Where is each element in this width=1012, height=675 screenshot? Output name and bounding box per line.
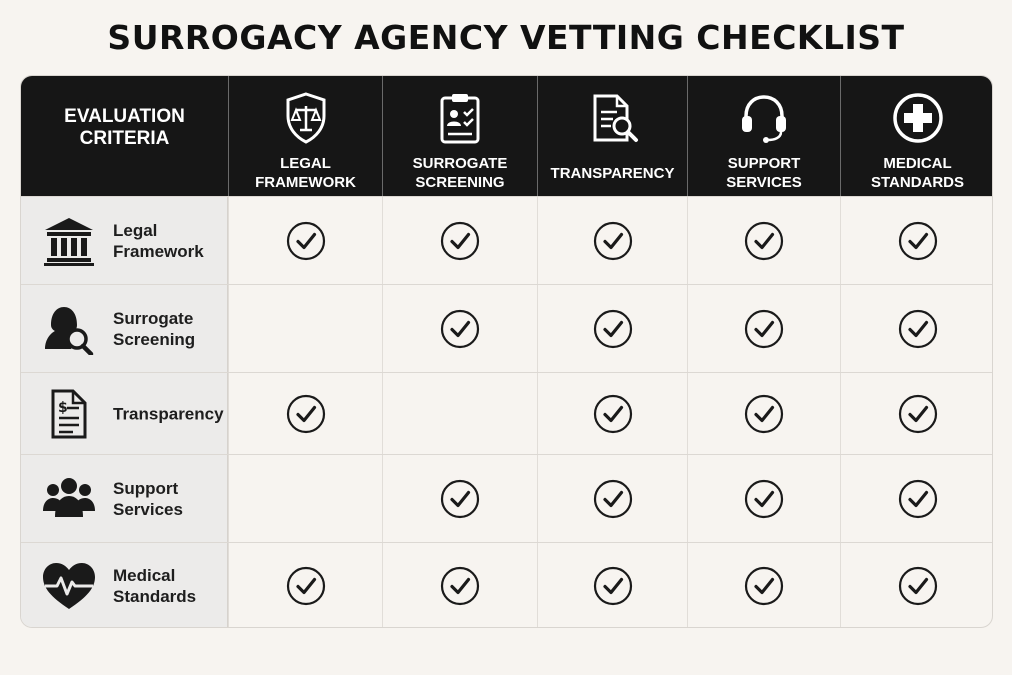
checkmark-icon — [440, 479, 480, 519]
checkmark-icon — [286, 566, 326, 606]
column-header-label: LEGAL FRAMEWORK — [255, 155, 356, 191]
heart-pulse-icon — [41, 560, 97, 612]
check-cell — [687, 285, 840, 372]
row-header-surrogate-screening — [21, 285, 228, 372]
checkmark-icon — [744, 566, 784, 606]
column-header-label: SURROGATE SCREENING — [412, 155, 508, 191]
row-header-support-services — [21, 455, 228, 542]
checkmark-icon — [440, 309, 480, 349]
checkmark-icon — [593, 566, 633, 606]
scales-shield-icon — [278, 90, 334, 146]
row-label: Medical Standards — [113, 566, 197, 606]
check-cell — [687, 197, 840, 284]
dollar-document-icon — [41, 388, 97, 440]
criteria-header-cell — [21, 76, 228, 196]
column-header-label: SUPPORT SERVICES — [726, 155, 802, 191]
checkmark-icon — [744, 221, 784, 261]
check-cell — [537, 455, 687, 542]
checkmark-icon — [898, 566, 938, 606]
checkmark-icon — [440, 566, 480, 606]
column-header-label: TRANSPARENCY — [550, 165, 675, 182]
column-header-label: MEDICAL STANDARDS — [870, 155, 965, 191]
check-cell — [537, 285, 687, 372]
checkmark-icon — [593, 309, 633, 349]
check-cell — [382, 543, 537, 628]
column-header-transparency — [537, 76, 687, 196]
checkmark-icon — [744, 309, 784, 349]
checkmark-icon — [744, 479, 784, 519]
row-header-legal-framework — [21, 197, 228, 284]
row-label: Support Services — [113, 478, 183, 519]
clipboard-checklist-icon — [432, 90, 488, 146]
check-cell — [382, 373, 537, 454]
checkmark-icon — [440, 221, 480, 261]
check-cell — [537, 197, 687, 284]
person-search-icon — [41, 303, 97, 355]
checkmark-icon — [593, 394, 633, 434]
criteria-header-label: EVALUATION CRITERIA — [64, 106, 185, 149]
table-row — [21, 542, 992, 628]
check-cell — [228, 285, 382, 372]
row-label: Legal Framework — [113, 220, 204, 261]
checkmark-icon — [286, 394, 326, 434]
check-cell — [382, 285, 537, 372]
checkmark-icon — [898, 309, 938, 349]
table-row — [21, 284, 992, 372]
check-cell — [228, 455, 382, 542]
check-cell — [228, 543, 382, 628]
check-cell — [687, 455, 840, 542]
check-cell — [687, 373, 840, 454]
check-cell — [840, 285, 993, 372]
checkmark-icon — [898, 221, 938, 261]
checkmark-icon — [744, 394, 784, 434]
medical-cross-icon — [890, 90, 946, 146]
column-header-support-services — [687, 76, 840, 196]
column-header-legal-framework — [228, 76, 382, 196]
check-cell — [537, 543, 687, 628]
check-cell — [840, 197, 993, 284]
check-cell — [382, 455, 537, 542]
check-cell — [537, 373, 687, 454]
document-magnifier-icon — [585, 90, 641, 146]
row-label: Transparency — [113, 404, 224, 423]
group-people-icon — [41, 473, 97, 525]
check-cell — [840, 373, 993, 454]
checkmark-icon — [593, 479, 633, 519]
table-row — [21, 454, 992, 542]
page-title: SURROGACY AGENCY VETTING CHECKLIST — [107, 18, 905, 57]
headset-icon — [736, 90, 792, 146]
row-header-transparency — [21, 373, 228, 454]
checkmark-icon — [593, 221, 633, 261]
svg-text:$: $ — [58, 399, 68, 416]
table-header — [21, 76, 992, 196]
check-cell — [228, 197, 382, 284]
column-header-surrogate-screening — [382, 76, 537, 196]
row-header-medical-standards — [21, 543, 228, 628]
checklist-table — [20, 75, 993, 628]
check-cell — [687, 543, 840, 628]
checkmark-icon — [898, 479, 938, 519]
check-cell — [840, 455, 993, 542]
row-label: Surrogate Screening — [113, 308, 196, 349]
table-row — [21, 372, 992, 454]
check-cell — [228, 373, 382, 454]
checkmark-icon — [898, 394, 938, 434]
checkmark-icon — [286, 221, 326, 261]
courthouse-icon — [41, 215, 97, 267]
check-cell — [382, 197, 537, 284]
column-header-medical-standards — [840, 76, 993, 196]
table-row — [21, 196, 992, 284]
check-cell — [840, 543, 993, 628]
